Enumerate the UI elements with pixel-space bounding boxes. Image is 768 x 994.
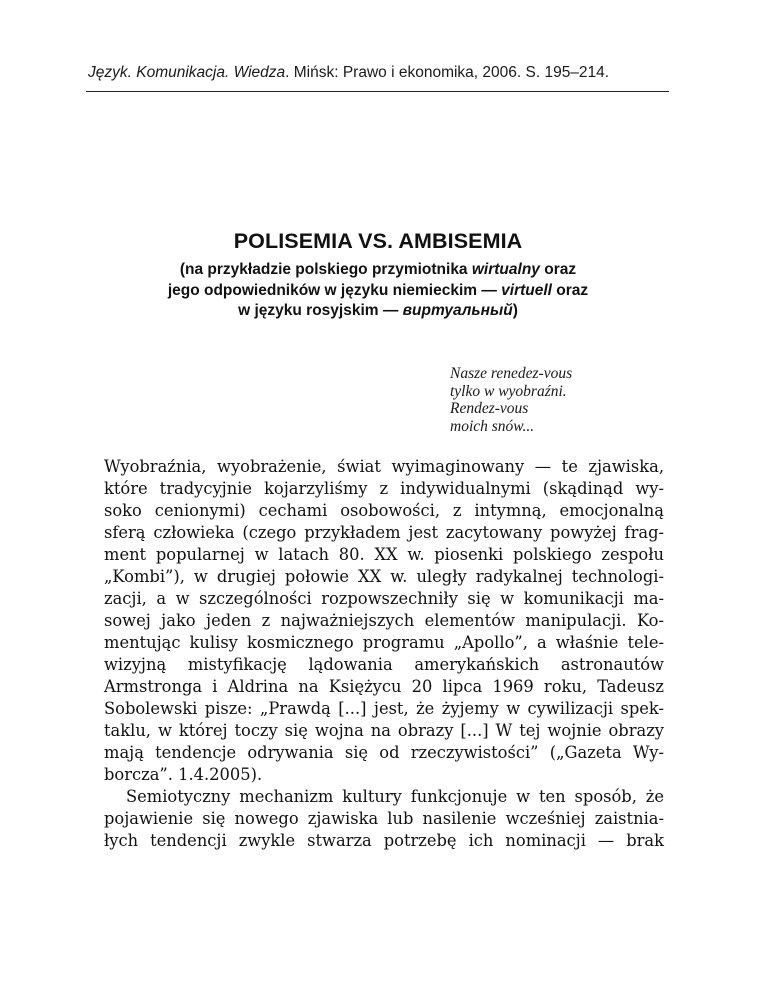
subtitle-italic-term: виртуальный bbox=[402, 302, 513, 319]
body-line: Armstronga i Aldrina na Księżycu 20 lipca 1969 roku, Tadeusz bbox=[104, 677, 664, 696]
subtitle-text: oraz bbox=[551, 281, 589, 299]
body-line: mają tendencje odrywania się od rzeczywistości” („Gazeta Wy- bbox=[104, 743, 664, 762]
article-title: POLISEMIA VS. AMBISEMIA bbox=[233, 229, 523, 253]
epigraph-line: Rendez-vous bbox=[450, 400, 529, 417]
body-line: sferą człowieka (czego przykładem jest zacytowany powyżej frag- bbox=[104, 523, 664, 542]
body-line: soko cenionymi) cechami osobowości, z intymną, emocjonalną bbox=[104, 501, 664, 520]
article-subtitle bbox=[88, 260, 668, 322]
citation-details: . Mińsk: Prawo i ekonomika, 2006. S. 195–214. bbox=[285, 64, 610, 81]
subtitle-text: jego odpowiedników w języku niemieckim — bbox=[167, 281, 502, 299]
subtitle-italic-term: virtuell bbox=[501, 281, 552, 299]
subtitle-text: ) bbox=[512, 302, 518, 319]
title-block bbox=[88, 228, 668, 322]
body-line: „Kombi”), w drugiej połowie XX w. uległy radykalnej technologi- bbox=[104, 567, 664, 586]
body-line: Wyobraźnia, wyobrażenie, świat wyimaginowany — te zjawiska, bbox=[104, 457, 664, 476]
body-text bbox=[104, 456, 664, 852]
citation-title: Język. Komunikacja. Wiedza bbox=[88, 64, 286, 81]
body-line: Sobolewski pisze: „Prawdą [...] jest, że żyjemy w cywilizacji spek- bbox=[104, 699, 664, 718]
subtitle-line bbox=[88, 301, 668, 322]
epigraph bbox=[450, 365, 670, 435]
epigraph-line: Nasze renedez-vous bbox=[450, 365, 573, 382]
body-line: mentując kulisy kosmicznego programu „Apollo”, a właśnie tele- bbox=[104, 633, 664, 652]
body-line: borcza”. 1.4.2005). bbox=[104, 765, 263, 784]
body-line: wizyjną mistyfikację lądowania amerykańskich astronautów bbox=[104, 655, 664, 674]
header-rule bbox=[86, 91, 669, 92]
body-line: taklu, w której toczy się wojna na obrazy [...] W tej wojnie obrazy bbox=[104, 721, 664, 740]
subtitle-text: oraz bbox=[539, 261, 577, 278]
body-line: sowej jako jeden z najważniejszych elementów manipulacji. Ko- bbox=[104, 611, 664, 630]
epigraph-line: moich snów... bbox=[450, 417, 535, 435]
body-line: które tradycyjnie kojarzyliśmy z indywidualnymi (skądinąd wy- bbox=[104, 479, 664, 498]
citation-header bbox=[88, 64, 668, 82]
subtitle-line bbox=[88, 281, 668, 302]
subtitle-italic-term: wirtualny bbox=[471, 261, 540, 278]
epigraph-line: tylko w wyobraźni. bbox=[450, 382, 567, 400]
body-line: pojawienie się nowego zjawiska lub nasilenie wcześniej zaistnia- bbox=[104, 809, 664, 828]
body-line: ment popularnej w latach 80. XX w. piosenki polskiego zespołu bbox=[104, 545, 664, 564]
body-line: łych tendencji zwykle stwarza potrzebę ich nominacji — brak bbox=[104, 831, 664, 850]
body-line: Semiotyczny mechanizm kultury funkcjonuje w ten sposób, że bbox=[126, 787, 664, 806]
subtitle-text: (na przykładzie polskiego przymiotnika bbox=[179, 261, 472, 278]
subtitle-line bbox=[88, 260, 668, 281]
body-line: zacji, a w szczególności rozpowszechniły się w komunikacji ma- bbox=[104, 589, 664, 608]
subtitle-text: w języku rosyjskim — bbox=[238, 302, 403, 319]
